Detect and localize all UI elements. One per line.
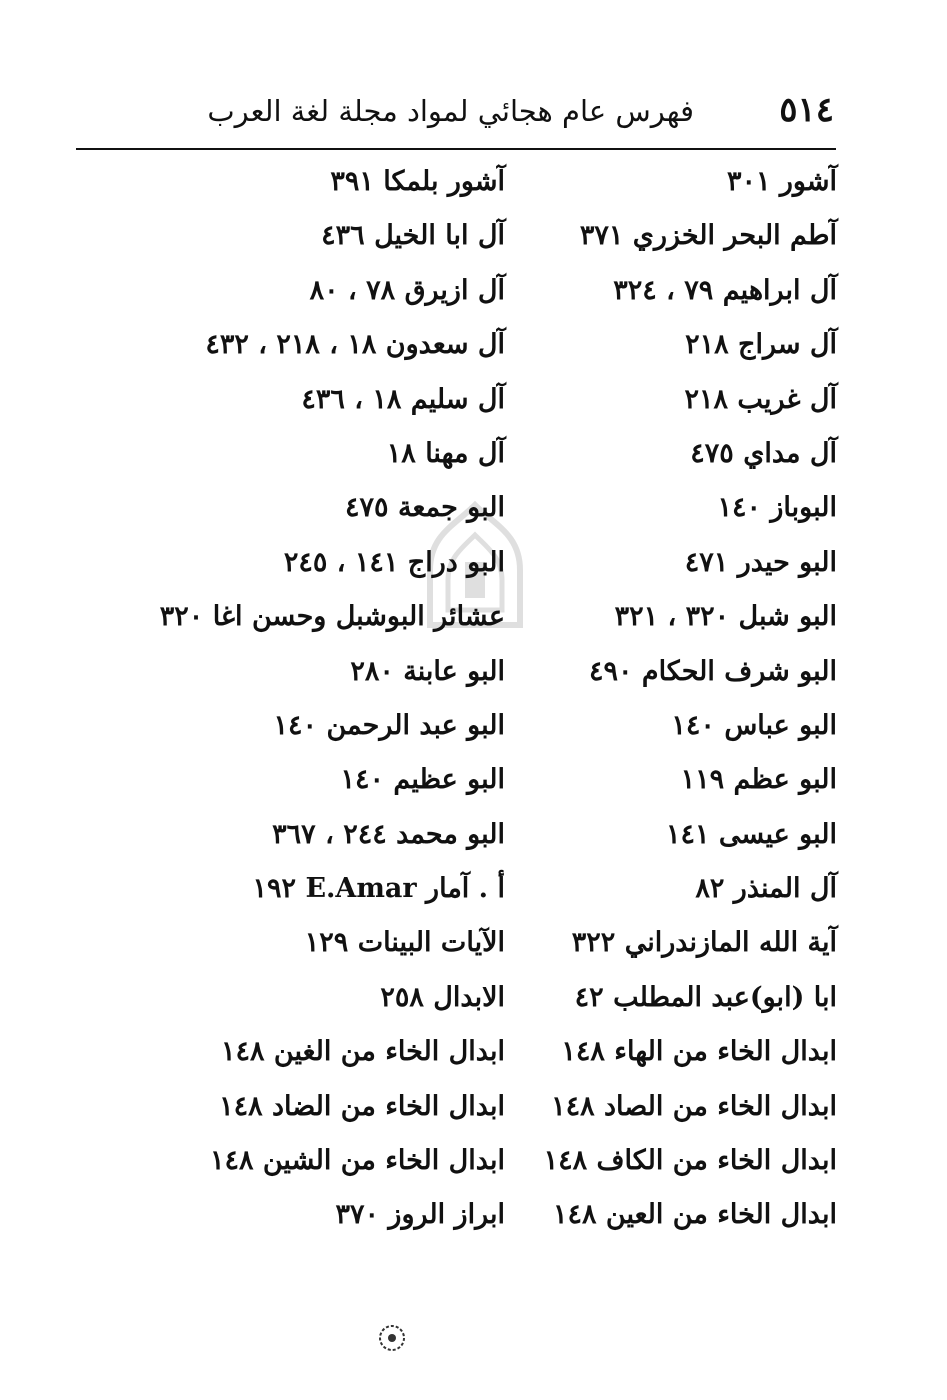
- list-item: [60, 1083, 845, 1137]
- entry-left: آل ازيرق ٧٨ ، ٨٠: [309, 274, 505, 306]
- list-item: [60, 919, 845, 973]
- entry-right: البو عيسى ١٤١: [666, 818, 837, 850]
- page-header: [78, 84, 834, 144]
- entry-left: الآيات البينات ١٢٩: [304, 927, 505, 959]
- entry-right: البو عظم ١١٩: [680, 764, 837, 796]
- entry-left: آل سعدون ١٨ ، ٢١٨ ، ٤٣٢: [205, 329, 505, 361]
- entry-right: ابدال الخاء من العين ١٤٨: [553, 1199, 837, 1231]
- entry-right: آل سراج ٢١٨: [685, 329, 837, 361]
- header-rule: [76, 148, 836, 150]
- entry-left: البو عظيم ١٤٠: [340, 764, 505, 796]
- entry-right: البو عباس ١٤٠: [671, 709, 837, 741]
- list-item: [60, 865, 845, 919]
- entry-right: ابدال الخاء من الكاف ١٤٨: [543, 1145, 837, 1177]
- list-item: [60, 430, 845, 484]
- list-item: [60, 648, 845, 702]
- page-number: ٥١٤: [779, 90, 834, 130]
- entry-left: عشائر البوشبل وحسن اغا ٣٢٠: [159, 601, 505, 633]
- entry-right: ابا (ابو)عبد المطلب ٤٢: [574, 981, 837, 1013]
- entry-right: البو حيدر ٤٧١: [684, 546, 837, 578]
- entry-left: ابدال الخاء من الشين ١٤٨: [209, 1145, 505, 1177]
- entry-left: البو عبد الرحمن ١٤٠: [273, 709, 505, 741]
- entry-left: أ . آمار E.Amar ١٩٢: [252, 873, 505, 905]
- index-entries: [60, 158, 845, 1246]
- entry-right: البو شبل ٣٢٠ ، ٣٢١: [614, 601, 837, 633]
- entry-right: آية الله المازندراني ٣٢٢: [571, 927, 837, 959]
- list-item: [60, 321, 845, 375]
- entry-left: ابدال الخاء من الغين ١٤٨: [221, 1036, 505, 1068]
- entry-left: آل سليم ١٨ ، ٤٣٦: [301, 383, 505, 415]
- entry-left: البو دراج ١٤١ ، ٢٤٥: [283, 546, 505, 578]
- entry-left: ابراز الروز ٣٧٠: [335, 1199, 505, 1231]
- list-item: [60, 756, 845, 810]
- entry-left: البو جمعة ٤٧٥: [345, 492, 505, 524]
- entry-left: البو عابنة ٢٨٠: [350, 655, 505, 687]
- page-title: فهرس عام هجائي لمواد مجلة لغة العرب: [207, 94, 694, 128]
- entry-right: آشور ٣٠١: [726, 166, 837, 197]
- list-item: [60, 158, 845, 212]
- list-item: [60, 376, 845, 430]
- entry-right: آل مداي ٤٧٥: [690, 437, 837, 469]
- entry-left: ابدال الخاء من الضاد ١٤٨: [219, 1090, 505, 1122]
- entry-left: آل ابا الخيل ٤٣٦: [321, 220, 505, 252]
- entry-right: آل ابراهيم ٧٩ ، ٣٢٤: [613, 274, 837, 306]
- entry-left: البو محمد ٢٤٤ ، ٣٦٧: [272, 818, 505, 850]
- entry-right: آل غريب ٢١٨: [684, 383, 837, 415]
- list-item: [60, 1191, 845, 1245]
- list-item: [60, 212, 845, 266]
- entry-right: آل المنذر ٨٢: [695, 873, 837, 905]
- list-item: [60, 539, 845, 593]
- entry-left: آل مهنا ١٨: [386, 437, 505, 469]
- list-item: [60, 484, 845, 538]
- list-item: [60, 702, 845, 756]
- entry-right: البو شرف الحكام ٤٩٠: [588, 655, 837, 687]
- ornament-icon: [372, 1318, 412, 1358]
- entry-right: ابدال الخاء من الصاد ١٤٨: [551, 1090, 837, 1122]
- entry-right: البوباز ١٤٠: [717, 492, 837, 524]
- list-item: [60, 1028, 845, 1082]
- list-item: [60, 593, 845, 647]
- entry-right: آطم البحر الخزري ٣٧١: [579, 220, 837, 252]
- entry-right: ابدال الخاء من الهاء ١٤٨: [561, 1036, 837, 1068]
- list-item: [60, 1137, 845, 1191]
- list-item: [60, 811, 845, 865]
- entry-left: آشور بلمكا ٣٩١: [330, 166, 505, 197]
- entry-left: الابدال ٢٥٨: [380, 981, 505, 1013]
- list-item: [60, 267, 845, 321]
- list-item: [60, 974, 845, 1028]
